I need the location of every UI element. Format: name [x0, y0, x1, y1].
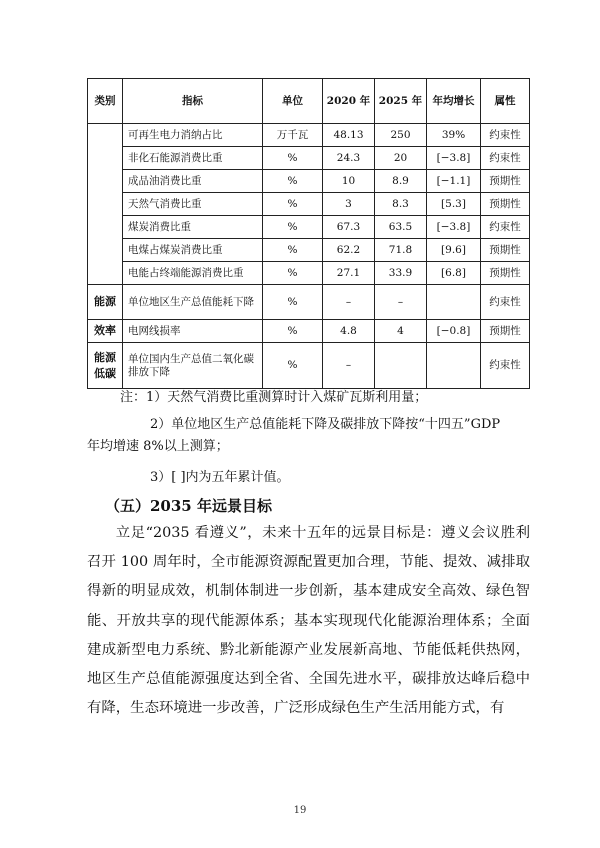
table-note-2: 2）单位地区生产总值能耗下降及碳排放下降按“十四五”GDP 年均增速 8%以上测算；	[87, 417, 501, 454]
unit-cell: 万千瓦	[263, 124, 323, 147]
growth-cell	[427, 285, 481, 320]
indicator-cell: 非化石能源消费比重	[123, 147, 263, 170]
value-2020-cell: 4.8	[323, 320, 375, 343]
indicator-cell: 电网线损率	[123, 320, 263, 343]
growth-cell: [−1.1]	[427, 170, 481, 193]
page-number: 19	[293, 805, 307, 816]
table-row	[88, 285, 530, 320]
value-2020-cell: 48.13	[323, 124, 375, 147]
category-label-low-carbon: 低碳	[94, 366, 116, 380]
indicator-cell: 电能占终端能源消费比重	[123, 262, 263, 285]
growth-cell: 39%	[427, 124, 481, 147]
unit-cell: %	[263, 239, 323, 262]
header-category: 类别	[88, 79, 123, 124]
attribute-cell: 预期性	[481, 262, 530, 285]
unit-cell: %	[263, 262, 323, 285]
indicator-cell: 煤炭消费比重	[123, 216, 263, 239]
value-2025-cell	[375, 343, 427, 389]
unit-cell: %	[263, 216, 323, 239]
attribute-cell: 预期性	[481, 320, 530, 343]
value-2020-cell: 3	[323, 193, 375, 216]
attribute-cell: 约束性	[481, 285, 530, 320]
header-growth: 年均增长	[427, 79, 481, 124]
value-2025-cell: 250	[375, 124, 427, 147]
growth-cell: [6.8]	[427, 262, 481, 285]
value-2020-cell: –	[323, 285, 375, 320]
indicator-cell: 电煤占煤炭消费比重	[123, 239, 263, 262]
value-2025-cell: 20	[375, 147, 427, 170]
table-row	[88, 343, 530, 389]
growth-cell	[427, 343, 481, 389]
unit-cell: %	[263, 147, 323, 170]
indicator-cell: 单位地区生产总值能耗下降	[123, 285, 263, 320]
body-paragraph: 立足“2035 看遵义”，未来十五年的远景目标是：遵义会议胜利召开 100 周年时，全市能源资源配置更加合理，节能、提效、减排取得新的明显成效，机制体制进一步创新，基本建成安全高效、绿色智能、开放共享的现代能源体系；基本实现现代化能源治理体系；全面建成新型电力系统、黔北新能源产业发展新高地、节能低耗供热网，地区生产总值能源强度达到全省、全国先进水平，碳排放达峰后稳中有降，生态环境进一步改善，广泛形成绿色生产生活用能方式，有	[87, 525, 530, 717]
table-note-3: 3）[ ]内为五年累计值。	[150, 470, 290, 485]
value-2020-cell: –	[323, 343, 375, 389]
unit-cell: %	[263, 320, 323, 343]
header-2025: 2025 年	[375, 79, 427, 124]
table-row	[88, 216, 530, 239]
category-label-efficiency: 效率	[88, 320, 123, 343]
value-2025-cell: 71.8	[375, 239, 427, 262]
table-row	[88, 170, 530, 193]
attribute-cell: 预期性	[481, 170, 530, 193]
header-2020: 2020 年	[323, 79, 375, 124]
header-attribute: 属性	[481, 79, 530, 124]
table-row	[88, 262, 530, 285]
value-2020-cell: 67.3	[323, 216, 375, 239]
indicator-cell: 天然气消费比重	[123, 193, 263, 216]
value-2020-cell: 24.3	[323, 147, 375, 170]
section-heading: （五）2035 年远景目标	[105, 497, 272, 515]
attribute-cell: 约束性	[481, 343, 530, 389]
table-note-1: 注：1）天然气消费比重测算时计入煤矿瓦斯利用量；	[120, 390, 428, 405]
table-row	[88, 193, 530, 216]
value-2025-cell: 8.3	[375, 193, 427, 216]
growth-cell: [−3.8]	[427, 216, 481, 239]
category-label-energy: 能源	[94, 350, 116, 364]
growth-cell: [9.6]	[427, 239, 481, 262]
growth-cell: [5.3]	[427, 193, 481, 216]
category-cell-low-carbon	[88, 343, 123, 389]
value-2025-cell: 33.9	[375, 262, 427, 285]
attribute-cell: 约束性	[481, 216, 530, 239]
category-label-energy: 能源	[88, 285, 123, 320]
table-row	[88, 147, 530, 170]
value-2020-cell: 27.1	[323, 262, 375, 285]
value-2025-cell: 4	[375, 320, 427, 343]
table-row	[88, 320, 530, 343]
header-indicator: 指标	[123, 79, 263, 124]
header-unit: 单位	[263, 79, 323, 124]
growth-cell: [−3.8]	[427, 147, 481, 170]
unit-cell: %	[263, 170, 323, 193]
unit-cell: %	[263, 193, 323, 216]
value-2025-cell: –	[375, 285, 427, 320]
unit-cell: %	[263, 343, 323, 389]
indicator-cell: 成品油消费比重	[123, 170, 263, 193]
indicator-cell: 可再生电力消纳占比	[123, 124, 263, 147]
table-row	[88, 239, 530, 262]
attribute-cell: 预期性	[481, 239, 530, 262]
value-2025-cell: 8.9	[375, 170, 427, 193]
value-2020-cell: 62.2	[323, 239, 375, 262]
indicator-cell: 单位国内生产总值二氧化碳排放下降	[123, 343, 263, 389]
attribute-cell: 约束性	[481, 147, 530, 170]
growth-cell: [−0.8]	[427, 320, 481, 343]
value-2025-cell: 63.5	[375, 216, 427, 239]
attribute-cell: 预期性	[481, 193, 530, 216]
table-row	[88, 124, 530, 147]
attribute-cell: 约束性	[481, 124, 530, 147]
unit-cell: %	[263, 285, 323, 320]
value-2020-cell: 10	[323, 170, 375, 193]
energy-indicators-table	[87, 78, 530, 389]
table-header-row	[88, 79, 530, 124]
category-cell-structure	[88, 124, 123, 285]
